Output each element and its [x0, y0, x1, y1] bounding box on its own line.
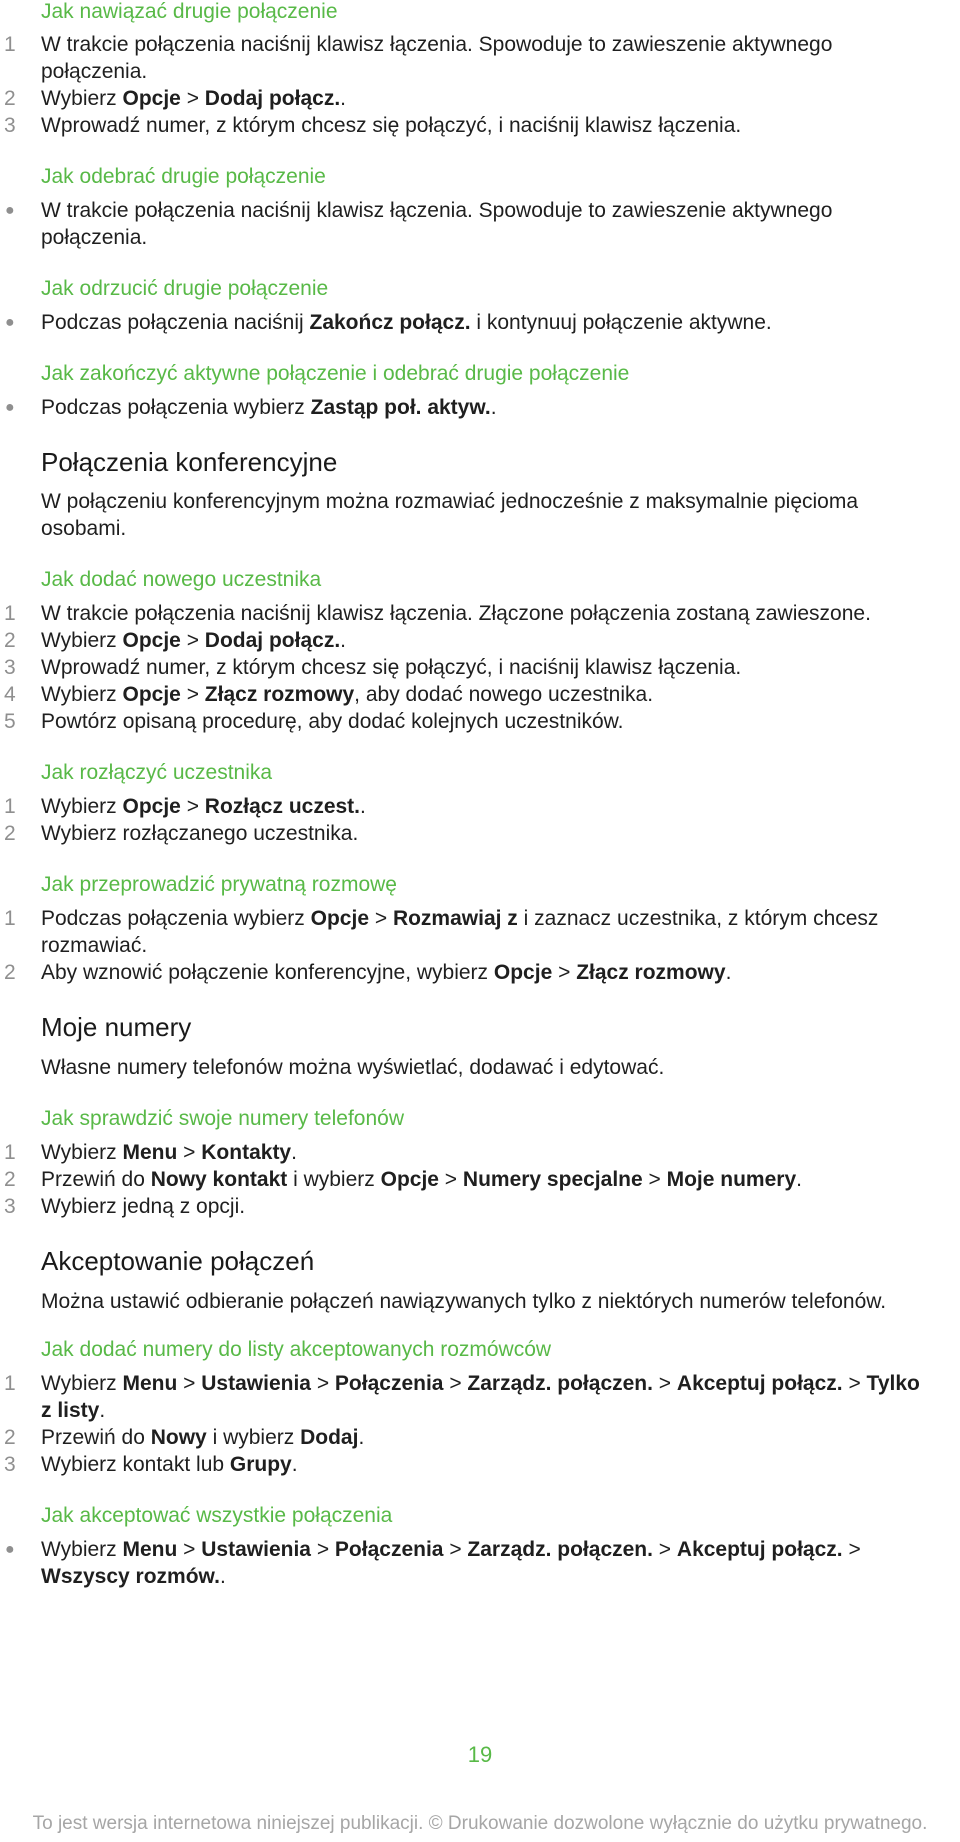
- numbered-step: [0, 681, 921, 708]
- text-run: i zaznacz uczestnika, z którym chcesz rozmawiać.: [41, 907, 879, 957]
- menu-term: Wszyscy rozmów.: [41, 1565, 220, 1588]
- text-run: >: [310, 1538, 335, 1561]
- bullet-item: [0, 394, 921, 421]
- step-text: [41, 961, 731, 984]
- numbered-step: [0, 708, 921, 735]
- text-run: >: [310, 1372, 335, 1395]
- text-run: W trakcie połączenia naciśnij klawisz łączenia. Spowoduje to zawieszenie aktywnego połączenia.: [41, 199, 833, 249]
- text-run: Wprowadź numer, z którym chcesz się połączyć, i naciśnij klawisz łączenia.: [41, 656, 742, 679]
- step-number: 3: [4, 114, 16, 137]
- step-number: 1: [4, 602, 16, 625]
- text-run: >: [180, 683, 205, 706]
- section-heading: Akceptowanie połączeń: [41, 1246, 315, 1276]
- text-run: >: [552, 961, 577, 984]
- text-run: >: [369, 907, 393, 930]
- text-run: >: [180, 87, 205, 110]
- step-number: 2: [4, 1168, 16, 1191]
- text-run: i wybierz: [287, 1168, 381, 1191]
- text-run: >: [177, 1372, 202, 1395]
- text-run: , aby dodać nowego uczestnika.: [354, 683, 654, 706]
- menu-term: Opcje: [122, 87, 181, 110]
- step-text: [41, 710, 624, 733]
- text-run: >: [180, 629, 205, 652]
- menu-term: Zarządz. połączen.: [467, 1372, 653, 1395]
- text-run: i wybierz: [206, 1426, 301, 1449]
- menu-term: Tylko z listy: [41, 1372, 920, 1422]
- text-run: Wybierz: [41, 1372, 123, 1395]
- paragraph: [41, 1288, 941, 1315]
- text-run: W trakcie połączenia naciśnij klawisz łączenia. Złączone połączenia zostaną zawieszone.: [41, 602, 871, 625]
- subsection-heading: Jak odrzucić drugie połączenie: [41, 277, 329, 300]
- text-run: .: [340, 629, 346, 652]
- text-run: .: [725, 961, 732, 984]
- step-text: [41, 396, 497, 419]
- step-number: 5: [4, 710, 16, 733]
- menu-term: Nowy: [150, 1426, 207, 1449]
- subsection-heading: Jak zakończyć aktywne połączenie i odebrać drugie połączenie: [41, 362, 630, 385]
- numbered-step: [0, 820, 921, 847]
- bullet-item: [0, 1536, 921, 1590]
- text-run: W trakcie połączenia naciśnij klawisz łączenia. Spowoduje to zawieszenie aktywnego połączenia.: [41, 33, 833, 83]
- step-text: [41, 1372, 920, 1422]
- numbered-step: [0, 112, 921, 139]
- numbered-step: [0, 600, 921, 627]
- step-text: [41, 199, 832, 249]
- numbered-step: [0, 31, 921, 85]
- numbered-step: [0, 793, 921, 820]
- menu-term: Zarządz. połączen.: [467, 1538, 653, 1561]
- text-run: >: [842, 1538, 861, 1561]
- text-run: .: [291, 1453, 298, 1476]
- step-text: [41, 114, 741, 137]
- subsection-heading: Jak odebrać drugie połączenie: [41, 165, 326, 188]
- bullet-icon: ●: [5, 202, 15, 219]
- text-run: Powtórz opisaną procedurę, aby dodać kolejnych uczestników.: [41, 710, 624, 733]
- menu-term: Grupy: [229, 1453, 292, 1476]
- text-run: Można ustawić odbieranie połączeń nawiązywanych tylko z niektórych numerów telefonów.: [41, 1290, 887, 1313]
- step-number: 2: [4, 961, 16, 984]
- step-number: 2: [4, 87, 16, 110]
- text-run: .: [490, 396, 497, 419]
- paragraph: [41, 1054, 941, 1081]
- step-text: [41, 629, 346, 652]
- subsection-heading: Jak rozłączyć uczestnika: [41, 761, 273, 784]
- text-run: >: [842, 1372, 867, 1395]
- text-run: i kontynuuj połączenie aktywne.: [470, 311, 772, 334]
- text-run: >: [443, 1538, 468, 1561]
- subsection-heading: Jak sprawdzić swoje numery telefonów: [41, 1107, 404, 1130]
- text-run: Przewiń do: [41, 1426, 151, 1449]
- text-run: Wybierz: [41, 795, 123, 818]
- text-run: Podczas połączenia naciśnij: [41, 311, 310, 334]
- step-text: [41, 1141, 297, 1164]
- menu-term: Opcje: [122, 795, 181, 818]
- step-number: 1: [4, 907, 16, 930]
- step-text: [41, 1453, 298, 1476]
- menu-term: Rozmawiaj z: [392, 907, 518, 930]
- text-run: Wybierz: [41, 1141, 123, 1164]
- text-run: Wybierz: [41, 629, 123, 652]
- menu-term: Opcje: [380, 1168, 439, 1191]
- text-run: Wybierz kontakt lub: [41, 1453, 230, 1476]
- text-run: .: [360, 795, 366, 818]
- numbered-step: [0, 1451, 921, 1478]
- page-number: 19: [467, 1742, 493, 1767]
- step-text: [41, 907, 878, 957]
- numbered-step: [0, 85, 921, 112]
- text-run: >: [180, 795, 205, 818]
- menu-term: Dodaj: [300, 1426, 359, 1449]
- section-heading: Moje numery: [41, 1012, 192, 1042]
- text-run: Wybierz: [41, 1538, 123, 1561]
- text-run: Wybierz: [41, 87, 123, 110]
- numbered-step: [0, 1139, 921, 1166]
- menu-term: Zakończ połącz.: [309, 311, 471, 334]
- text-run: >: [438, 1168, 463, 1191]
- menu-term: Opcje: [310, 907, 369, 930]
- text-run: Własne numery telefonów można wyświetlać, dodawać i edytować.: [41, 1056, 665, 1079]
- text-run: >: [177, 1538, 202, 1561]
- menu-term: Moje numery: [666, 1168, 797, 1191]
- step-text: [41, 822, 358, 845]
- text-run: >: [177, 1141, 202, 1164]
- menu-term: Ustawienia: [201, 1538, 311, 1561]
- menu-term: Kontakty: [201, 1141, 292, 1164]
- step-text: [41, 602, 871, 625]
- menu-term: Połączenia: [334, 1538, 444, 1561]
- text-run: Podczas połączenia wybierz: [41, 907, 311, 930]
- step-text: [41, 33, 832, 83]
- subsection-heading: Jak przeprowadzić prywatną rozmowę: [41, 873, 397, 896]
- text-run: >: [652, 1372, 677, 1395]
- text-run: Przewiń do: [41, 1168, 151, 1191]
- numbered-step: [0, 905, 921, 959]
- step-number: 1: [4, 1141, 16, 1164]
- step-number: 3: [4, 1453, 16, 1476]
- subsection-heading: Jak dodać numery do listy akceptowanych rozmówców: [41, 1338, 552, 1361]
- text-run: Wprowadź numer, z którym chcesz się połączyć, i naciśnij klawisz łączenia.: [41, 114, 742, 137]
- numbered-step: [0, 1370, 921, 1424]
- menu-term: Ustawienia: [201, 1372, 311, 1395]
- bullet-icon: ●: [5, 399, 15, 416]
- menu-term: Opcje: [122, 683, 181, 706]
- step-number: 1: [4, 33, 16, 56]
- text-run: .: [291, 1141, 297, 1164]
- text-run: .: [796, 1168, 802, 1191]
- text-run: .: [340, 87, 346, 110]
- step-text: [41, 683, 653, 706]
- menu-term: Opcje: [122, 629, 181, 652]
- bullet-item: [0, 197, 921, 251]
- step-number: 2: [4, 1426, 16, 1449]
- menu-term: Dodaj połącz.: [204, 87, 341, 110]
- step-number: 2: [4, 629, 16, 652]
- numbered-step: [0, 1424, 921, 1451]
- text-run: >: [642, 1168, 667, 1191]
- text-run: Wybierz rozłączanego uczestnika.: [41, 822, 359, 845]
- menu-term: Złącz rozmowy: [204, 683, 355, 706]
- section-heading: Połączenia konferencyjne: [41, 447, 338, 477]
- subsection-heading: Jak nawiązać drugie połączenie: [41, 0, 338, 23]
- numbered-step: [0, 1193, 921, 1220]
- text-run: .: [99, 1399, 106, 1422]
- bullet-icon: ●: [5, 314, 15, 331]
- numbered-step: [0, 654, 921, 681]
- step-text: [41, 656, 741, 679]
- text-run: .: [358, 1426, 365, 1449]
- step-number: 4: [4, 683, 16, 706]
- paragraph: [41, 488, 941, 542]
- step-text: [41, 795, 366, 818]
- text-run: .: [219, 1565, 226, 1588]
- menu-term: Dodaj połącz.: [204, 629, 341, 652]
- text-run: Aby wznowić połączenie konferencyjne, wybierz: [41, 961, 494, 984]
- text-run: Podczas połączenia wybierz: [41, 396, 311, 419]
- step-text: [41, 1426, 364, 1449]
- numbered-step: [0, 959, 921, 986]
- step-number: 3: [4, 656, 16, 679]
- step-text: [41, 1195, 245, 1218]
- step-text: [41, 87, 346, 110]
- menu-term: Numery specjalne: [462, 1168, 643, 1191]
- text-run: Wybierz jedną z opcji.: [41, 1195, 246, 1218]
- menu-term: Akceptuj połącz.: [676, 1372, 843, 1395]
- step-number: 1: [4, 795, 16, 818]
- menu-term: Nowy kontakt: [150, 1168, 288, 1191]
- bullet-icon: ●: [5, 1541, 15, 1558]
- bullet-item: [0, 309, 921, 336]
- text-run: >: [652, 1538, 677, 1561]
- menu-term: Połączenia: [334, 1372, 444, 1395]
- step-text: [41, 311, 772, 334]
- text-run: W połączeniu konferencyjnym można rozmawiać jednocześnie z maksymalnie pięcioma osobami.: [41, 490, 859, 540]
- step-text: [41, 1168, 802, 1191]
- step-text: [41, 1538, 861, 1588]
- step-number: 1: [4, 1372, 16, 1395]
- menu-term: Zastąp poł. aktyw.: [310, 396, 491, 419]
- menu-term: Rozłącz uczest.: [204, 795, 361, 818]
- menu-term: Akceptuj połącz.: [676, 1538, 843, 1561]
- menu-term: Menu: [122, 1372, 178, 1395]
- text-run: >: [443, 1372, 468, 1395]
- step-number: 2: [4, 822, 16, 845]
- subsection-heading: Jak dodać nowego uczestnika: [41, 568, 322, 591]
- step-number: 3: [4, 1195, 16, 1218]
- numbered-step: [0, 1166, 921, 1193]
- subsection-heading: Jak akceptować wszystkie połączenia: [41, 1504, 393, 1527]
- menu-term: Złącz rozmowy: [576, 961, 726, 984]
- menu-term: Menu: [122, 1141, 178, 1164]
- numbered-step: [0, 627, 921, 654]
- menu-term: Menu: [122, 1538, 178, 1561]
- footer-note: To jest wersja internetowa niniejszej publikacji. © Drukowanie dozwolone wyłącznie do użytku prywatnego.: [32, 1813, 928, 1834]
- text-run: Wybierz: [41, 683, 123, 706]
- menu-term: Opcje: [493, 961, 553, 984]
